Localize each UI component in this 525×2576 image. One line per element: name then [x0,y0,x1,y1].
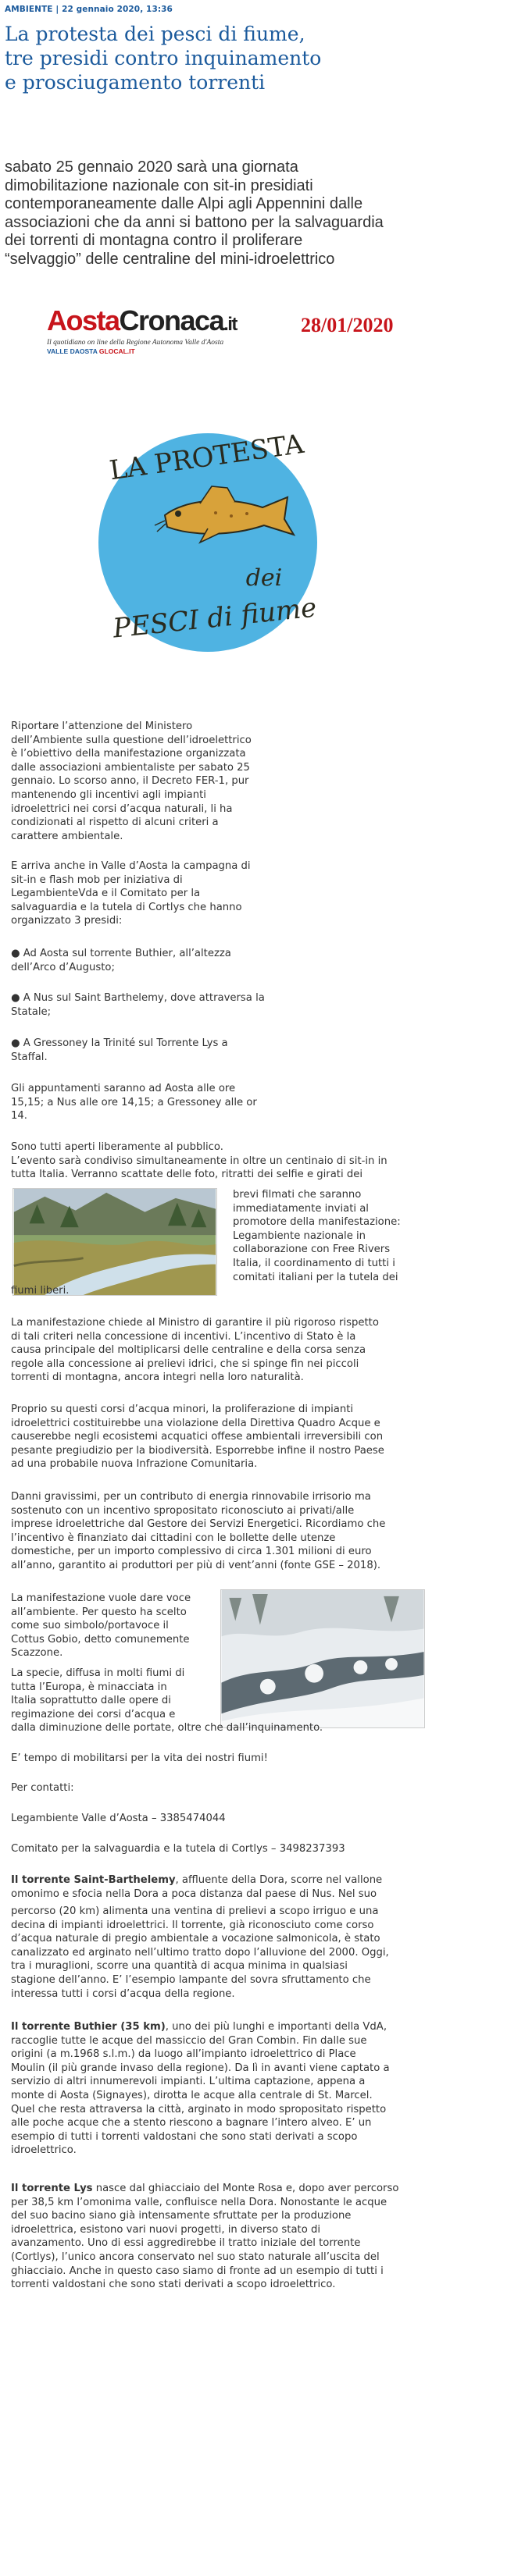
text-line: ● A Nus sul Saint Barthelemy, dove attraversa la [11,992,265,1004]
text-line: monte di Aosta (Signayes), dirotta le acque alla centrale di St. Marcel. [11,2089,373,2101]
text-line: La manifestazione vuole dare voce [11,1592,191,1604]
paragraph-1 [11,720,269,843]
text-line: servizio di altri innumerevoli impianti. L’ultima captazione, appena a [11,2076,366,2088]
text-line: pesante pregiudizio per la biodiversità. Esporrebbe infine il nostro Paese [11,1444,384,1457]
text-line: Riportare l’attenzione del Ministero [11,720,193,732]
text-line: regimazione dei corsi d’acqua e [11,1708,176,1720]
text-line: dalle associazioni ambientaliste per sabato 25 [11,761,250,774]
text-line: brevi filmati che saranno [233,1189,362,1201]
text-line: è l’obiettivo della manifestazione organizzata [11,748,246,760]
text-line: dell’Ambiente sulla questione dell’idroelettrico [11,734,252,746]
stream-photo [12,1188,217,1296]
logo-brand-b: Cronaca [119,304,224,336]
paragraph-7 [11,1490,511,1573]
title-line: La protesta dei pesci di fiume, [5,23,305,45]
text-run: , uno dei più lunghi e importanti della VdA, [165,2021,388,2033]
text-line: organizzato 3 presidi: [11,915,123,927]
text-line [11,2182,511,2196]
text-line: Staffal. [11,1051,48,1063]
text-line: La manifestazione chiede al Ministro di garantire il più rigoroso rispetto [11,1317,379,1329]
text-line: 14. [11,1110,27,1123]
text-line: regole alla concessione ai prelievi idrici, che si spinge fin nei piccoli [11,1357,359,1370]
logo-brand [47,306,266,340]
logo-brand-c: .it [223,314,237,335]
protest-poster [83,425,341,660]
text-line: omonimo e sfocia nella Dora a poca distanza dal paese di Nus. Nel suo [11,1888,377,1900]
text-line: L’evento sarà condiviso simultaneamente in oltre un centinaio di sit-in in [11,1155,388,1167]
text-line: tutta l’Europa, è minacciata in [11,1681,167,1693]
text-line [11,2020,511,2034]
article-title [5,22,505,94]
paragraph-2 [11,859,292,928]
paragraph-12 [11,1905,511,2001]
text-line: alle poche acque che a stento riescono a bagnare l’intero alveo. E’ un [11,2117,372,2129]
summary-line: contemporaneamente dalle Alpi agli Appennini dalle [5,195,363,212]
text-line: all’ambiente. Per questo ha scelto [11,1606,187,1618]
text-line: raccoglie tutte le acque del massiccio del Gran Combin. Fin dalle sue [11,2034,367,2047]
summary-line: dimobilitazione nazionale con sit-in presidiati [5,176,313,194]
text-line: tra i muraglioni, scorre una quantità di acqua minima in qualsiasi [11,1960,348,1973]
title-line: tre presidi contro inquinamento [5,47,322,69]
text-line: (Cortlys), l’unico ancora conservato nel suo stato naturale all’uscita del [11,2250,380,2263]
text-line: gennaio. Lo scorso anno, il Decreto FER-1, pur [11,775,249,788]
paragraph-4c [11,1284,511,1298]
article-datetime: 22 gennaio 2020, 13:36 [62,5,173,14]
text-line: percorso (20 km) alimenta una ventina di prelievi a scopo irriguo e una [11,1905,379,1917]
contact-comitato: Comitato per la salvaguardia e la tutela di Cortlys – 3498237393 [11,1843,345,1855]
text-line: ● A Gressoney la Trinité sul Torrente Lys a [11,1037,228,1049]
text-line: decina di impianti idroelettrici. Il torrente, già riconosciuto come corso [11,1919,374,1931]
text-line: canalizzato ed arginato nell’ultimo tratto dopo l’alluvione del 2000. Oggi, [11,1946,389,1959]
logo-sub-a: VALLE DAOSTA [47,347,99,355]
bullet-aosta [11,947,511,974]
text-line: LegambienteVda e il Comitato per la [11,888,201,900]
text-run: nasce dal ghiacciaio del Monte Rosa e, dopo aver percorso [92,2183,399,2194]
text-line: avanzamento. Uno di essi aggredirebbe il tratto iniziale del torrente [11,2237,361,2250]
summary-line: “selvaggio” delle centraline del mini-idroelettrico [5,250,335,268]
text-line: torrenti valdostani che sono stati derivati a scopo idroelettrico. [11,2279,336,2291]
text-line: del suo bacino siano già intensamente sfruttate per la produzione [11,2210,352,2222]
text-line: causa principale del moltiplicarsi delle centraline e della corsa senza [11,1344,366,1357]
text-run: , affluente della Dora, scorre nel vallone [175,1874,383,1886]
text-line: La specie, diffusa in molti fiumi di [11,1667,185,1679]
text-line: torrenti di montagna, ancora integri nella loro naturalità. [11,1372,304,1384]
text-line: dalla diminuzione delle portate, oltre che dall’inquinamento. [11,1722,323,1735]
text-line: E arriva anche in Valle d’Aosta la campagna di [11,860,251,872]
aostacronaca-logo [47,306,266,353]
logo-sub-b: GLOCAL.IT [98,347,135,355]
paragraph-14 [11,2182,511,2292]
poster-line3: PESCI di fiume [111,592,319,645]
date-stamp: 28/01/2020 [301,314,394,336]
text-line: Legambiente nazionale in [233,1229,366,1242]
text-line [11,1873,511,1888]
text-line: causerebbe negli ecosistemi acquatici offese ambientali irreversibili con [11,1431,384,1443]
text-line: promotore della manifestazione: [233,1216,401,1229]
summary-line: sabato 25 gennaio 2020 sarà una giornata [5,158,298,176]
text-line: idroelettrica, esistono vari nuovi progetti, in diverso stato di [11,2223,321,2236]
summary-line: dei torrenti di montagna contro il proliferare [5,232,303,249]
logo-tagline: Il quotidiano on line della Regione Autonoma Valle d'Aosta [47,339,224,347]
paragraph-8 [11,1592,214,1660]
text-line: Italia, il coordinamento di tutti i [233,1257,395,1269]
text-line: idroelettrico. [11,2144,77,2157]
poster-line2: dei [245,564,283,592]
text-line: E’ tempo di mobilitarsi per la vita dei nostri fiumi! [11,1752,268,1764]
logo-brand-a: Aosta [47,304,120,336]
paragraph-10 [11,1752,511,1766]
bullet-nus [11,991,511,1019]
bullet-gressoney [11,1037,511,1064]
text-line: stagione dell’anno. E’ l’esempio lampante del sovra sfruttamento che [11,1973,371,1986]
text-line: come suo simbolo/portavoce il [11,1620,169,1632]
text-line: origini (a m.1968 s.l.m.) da luogo all’impianto idroelettrico di Place [11,2048,356,2061]
text-line: domestiche, per un importo complessivo di circa 1.301 milioni di euro [11,1546,372,1558]
text-line: esempio di tutti i torrenti valdostani che sono stati derivati a scopo [11,2130,358,2143]
text-line: ad una probabile nuova Infrazione Comunitaria. [11,1458,258,1471]
text-line: Moulin (il più grande invaso della regione). Da lì in avanti viene captato a [11,2062,390,2074]
text-line: Italia soprattutto dalle opere di [11,1695,171,1707]
text-line: d’acqua naturale di pregio ambientale a vocazione salmonicola, è stato [11,1933,380,1945]
text-line: tutta Italia. Verranno scattate delle foto, ritratti dei selfie e girati dei [11,1169,362,1181]
text-line: Proprio su questi corsi d’acqua minori, la proliferazione di impianti [11,1404,354,1415]
text-line: l’incentivo è finanziato dai cittadini con le bollette delle utenze [11,1532,336,1544]
text-line: fiumi liberi. [11,1285,70,1297]
paragraph-13 [11,2020,511,2158]
text-line: Scazzone. [11,1647,63,1660]
text-line: mantenendo gli incentivi agli impianti [11,788,206,801]
text-line: Cottus Gobio, detto comunemente [11,1633,190,1646]
text-line: Gli appuntamenti saranno ad Aosta alle ore [11,1083,236,1094]
text-line: per 38,5 km l’omonima valle, confluisce nella Dora. Nonostante le acque [11,2196,388,2208]
logo-subbrand [47,347,266,355]
paragraph-6 [11,1403,511,1471]
text-line: idroelettrici nei corsi d’acqua naturali, li ha [11,802,233,815]
text-line: sostenuto con un incentivo spropositato riconosciuto ai privati/alle [11,1504,355,1517]
paragraph-11 [11,1873,511,1901]
title-line: e prosciugamento torrenti [5,71,266,94]
paragraph-3 [11,1082,511,1123]
river-name: Il torrente Buthier (35 km) [11,2021,166,2033]
paragraph-4 [11,1140,511,1182]
river-name: Il torrente Saint-Barthelemy [11,1874,176,1886]
category-label[interactable]: AMBIENTE [5,5,53,14]
text-line: di tali criteri nella concessione di incentivi. L’incentivo di Stato è la [11,1330,356,1343]
text-line: condizionati al rispetto di alcuni criteri a [11,817,219,829]
text-line: Sono tutti aperti liberamente al pubblico. [11,1141,223,1153]
river-name: Il torrente Lys [11,2183,93,2194]
article-summary [5,158,512,269]
contacts-label: Per contatti: [11,1782,74,1794]
paragraph-4b [233,1188,498,1284]
text-line: interessa tutti i corsi d’acqua della regione. [11,1987,235,2000]
text-line: Quel che resta attraversa la città, arginato in modo spropositato rispetto [11,2103,387,2115]
paragraph-5 [11,1316,511,1385]
text-line: idroelettrici costituirebbe una violazione della Direttiva Quadro Acque e [11,1417,380,1429]
text-line: comitati italiani per la tutela dei [233,1271,398,1283]
text-line: 15,15; a Nus alle ore 14,15; a Gressoney alle or [11,1096,257,1108]
contact-legambiente: Legambiente Valle d’Aosta – 3385474044 [11,1813,226,1824]
text-line: imprese idroelettriche dal Gestore dei Servizi Energetici. Ricordiamo che [11,1518,386,1531]
text-line: ghiacciaio. Anche in questo caso siamo di fronte ad un esempio di tutti i [11,2265,384,2277]
poster-line1: LA PROTESTA [107,428,306,487]
text-line: sit-in e flash mob per iniziativa di [11,873,183,886]
text-line: Statale; [11,1005,52,1018]
text-line: ● Ad Aosta sul torrente Buthier, all’altezza [11,948,231,959]
text-line: carattere ambientale. [11,830,123,842]
text-line: dell’Arco d’Augusto; [11,961,115,973]
text-line: salvaguardia e la tutela di Cortlys che hanno [11,901,242,913]
text-line: all’anno, garantito ai produttori per più di vent’anni (fonte GSE – 2018). [11,1559,381,1571]
text-line: immediatamente inviati al [233,1202,369,1215]
summary-line: associazioni che da anni si battono per la salvaguardia [5,213,384,231]
kicker-separator: | [55,5,59,14]
paragraph-9 [11,1667,511,1735]
text-line: collaborazione con Free Rivers [233,1244,391,1256]
text-line: Danni gravissimi, per un contributo di energia rinnovabile irrisorio ma [11,1491,371,1503]
article-kicker [5,5,173,14]
